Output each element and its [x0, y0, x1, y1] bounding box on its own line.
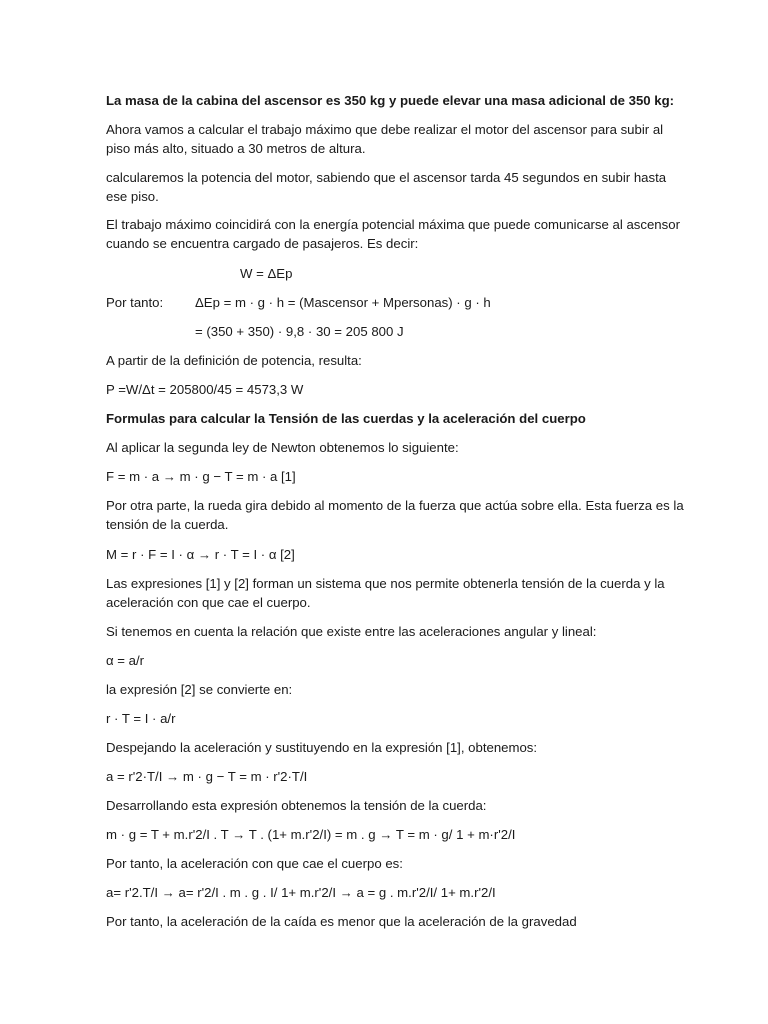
- paragraph-line: A partir de la definición de potencia, resulta:: [106, 353, 362, 368]
- por-tanto-label: Por tanto:: [106, 295, 164, 310]
- paragraph-line: Despejando la aceleración y sustituyendo en la expresión [1], obtenemos:: [106, 740, 538, 755]
- paragraph-line: Las expresiones [1] y [2] forman un sistema que nos permite obtenerla tensión de la cuerda y la: [106, 576, 665, 591]
- paragraph-line: calcularemos la potencia del motor, sabiendo que el ascensor tarda 45 segundos en subir hasta: [106, 170, 667, 185]
- paragraph-line: Si tenemos en cuenta la relación que existe entre las aceleraciones angular y lineal:: [106, 624, 597, 639]
- equation-work: W = ΔEp: [240, 266, 293, 281]
- paragraph-line: Por tanto, la aceleración de la caída es menor que la aceleración de la gravedad: [106, 914, 577, 929]
- paragraph-line: Ahora vamos a calcular el trabajo máximo que debe realizar el motor del ascensor para subir al: [106, 122, 664, 137]
- equation-power: P =W/Δt = 205800/45 = 4573,3 W: [106, 382, 304, 397]
- paragraph-line: Al aplicar la segunda ley de Newton obtenemos lo siguiente:: [106, 440, 459, 455]
- paragraph-line: Por tanto, la aceleración con que cae el cuerpo es:: [106, 856, 403, 871]
- paragraph-line: la expresión [2] se convierte en:: [106, 682, 293, 697]
- equation-1: F = m · a → m · g − T = m · a [1]: [106, 469, 296, 484]
- equation-delta-ep: ΔEp = m · g · h = (Mascensor + Mpersonas) · g · h: [195, 295, 491, 310]
- equation-2: M = r · F = I · α → r · T = I · α [2]: [106, 547, 295, 562]
- paragraph-line: cuando se encuentra cargado de pasajeros. Es decir:: [106, 236, 419, 251]
- equation-tension: m · g = T + m.r'2/I . T → T . (1+ m.r'2/I) = m . g → T = m · g/ 1 + m·r'2/I: [106, 827, 516, 842]
- paragraph-line: Por otra parte, la rueda gira debido al momento de la fuerza que actúa sobre ella. Esta fuerza es la: [106, 498, 684, 513]
- paragraph-line: Desarrollando esta expresión obtenemos la tensión de la cuerda:: [106, 798, 487, 813]
- paragraph-line: aceleración con que cae el cuerpo.: [106, 595, 311, 610]
- paragraph-line: tensión de la cuerda.: [106, 517, 229, 532]
- paragraph-line: ese piso.: [106, 189, 159, 204]
- paragraph-line: piso más alto, situado a 30 metros de altura.: [106, 141, 366, 156]
- paragraph-line: El trabajo máximo coincidirá con la energía potencial máxima que puede comunicarse al ascensor: [106, 217, 680, 232]
- equation-value: = (350 + 350) · 9,8 · 30 = 205 800 J: [195, 324, 404, 339]
- section-heading-elevator: La masa de la cabina del ascensor es 350 kg y puede elevar una masa adicional de 350 kg:: [106, 93, 675, 108]
- section-heading-tension: Formulas para calcular la Tensión de las cuerdas y la aceleración del cuerpo: [106, 411, 586, 426]
- equation-alpha: α = a/r: [106, 653, 145, 668]
- equation-accel: a = r'2·T/I → m · g − T = m · r'2·T/I: [106, 769, 308, 784]
- equation-fall-accel: a= r'2.T/I → a= r'2/I . m . g . I/ 1+ m.r'2/I → a = g . m.r'2/I/ 1+ m.r'2/I: [106, 885, 496, 900]
- equation-rt: r · T = I · a/r: [106, 711, 176, 726]
